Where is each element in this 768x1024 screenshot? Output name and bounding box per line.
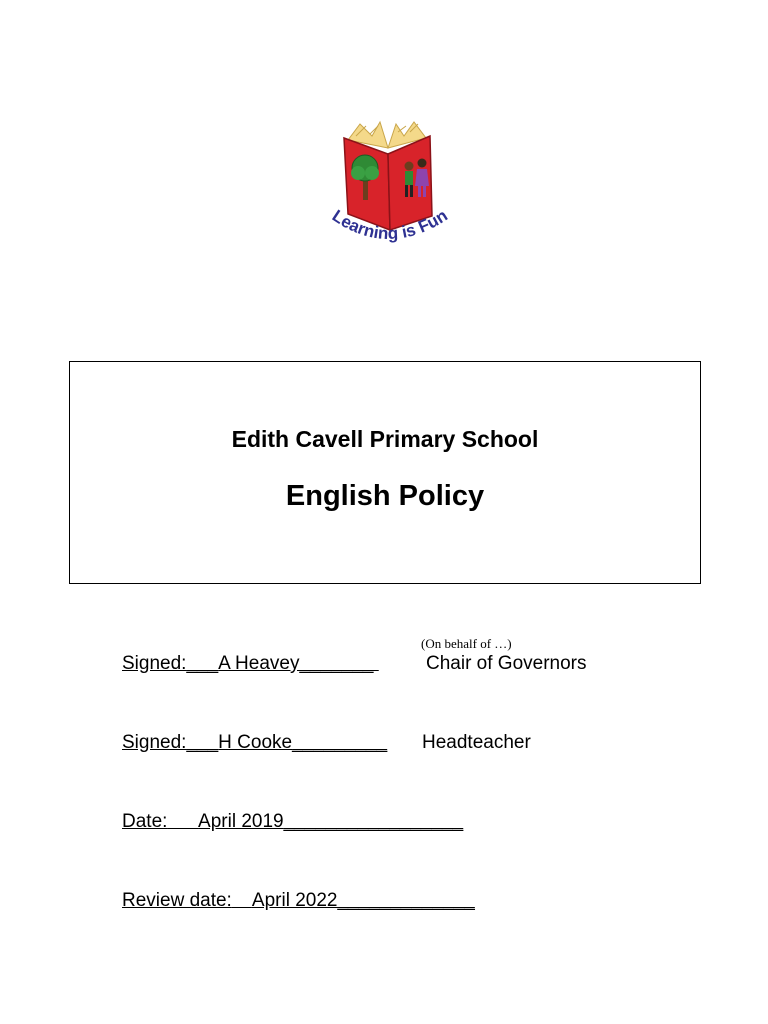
chair-role: Chair of Governors — [426, 653, 587, 674]
head-role: Headteacher — [422, 732, 531, 753]
policy-title: English Policy — [285, 480, 485, 512]
chair-signature-line: Signed:___A Heavey_______ — [122, 653, 379, 674]
head-signer-name: H Cooke — [218, 732, 293, 753]
head-signature-line: Signed:___H Cooke_________ — [122, 732, 388, 753]
school-name: Edith Cavell Primary School — [231, 426, 539, 452]
title-box — [69, 361, 701, 584]
head-signed-label: Signed: — [122, 732, 187, 753]
review-date-value: April 2022 — [251, 890, 338, 911]
review-date-label: Review date: — [122, 890, 232, 911]
school-logo — [300, 118, 475, 268]
review-date-line: Review date: April 2022_____________ — [122, 890, 475, 911]
book-logo-icon — [300, 118, 475, 268]
date-label: Date: — [122, 811, 168, 832]
date-value: April 2019 — [198, 811, 284, 832]
chair-signer-name: A Heavey — [218, 653, 300, 674]
on-behalf-note: (On behalf of …) — [421, 636, 512, 651]
date-line: Date: April 2019_________________ — [122, 811, 464, 832]
chair-signed-label: Signed: — [122, 653, 187, 674]
logo-motto: Learning is Fun — [328, 205, 451, 244]
